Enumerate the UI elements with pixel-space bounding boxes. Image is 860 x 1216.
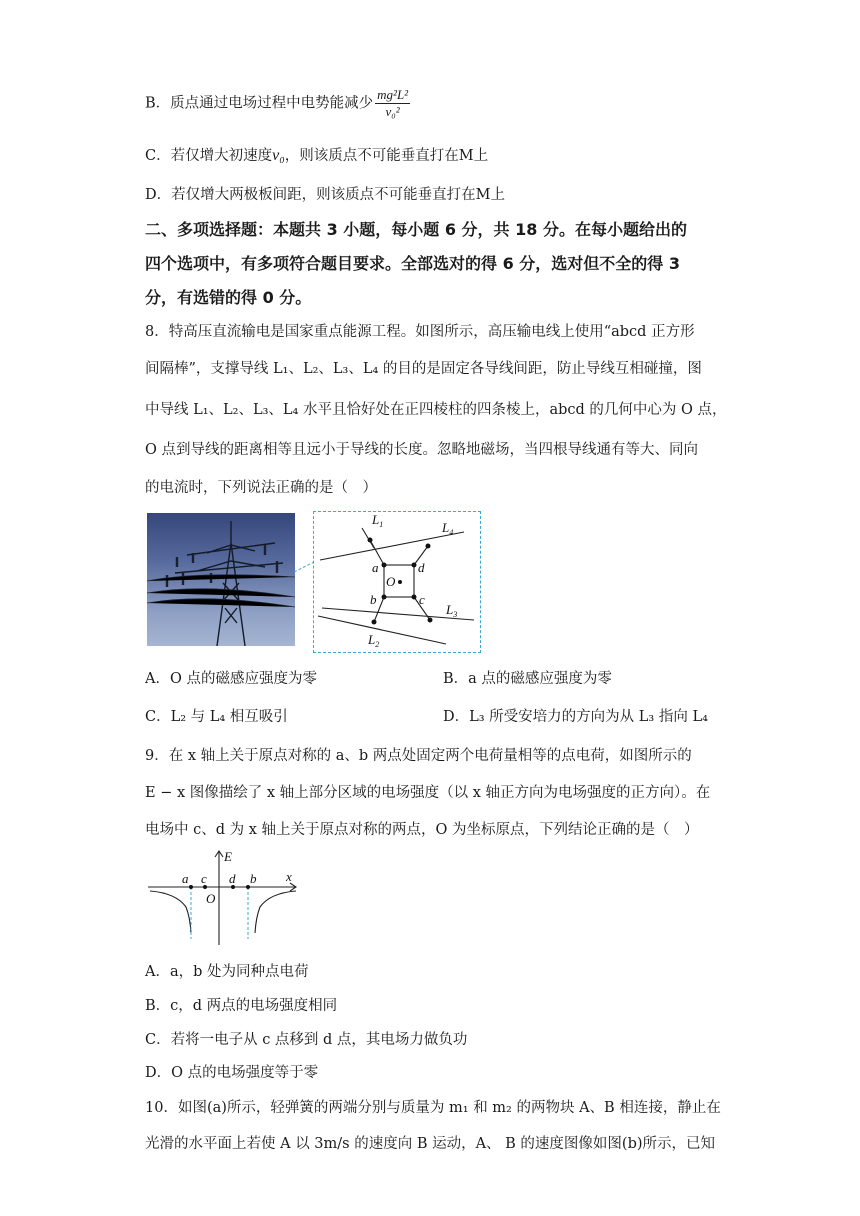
q10-stem-line2: 光滑的水平面上若使 A 以 3m/s 的速度向 B 运动，A、 B 的速度图像如图(b)所示，已知 <box>145 1136 716 1152</box>
label-O: O <box>386 574 396 589</box>
label-b: b <box>370 592 377 607</box>
q8-stem-line4: O 点到导线的距离相等且远小于导线的长度。忽略地磁场，当四根导线通有等大、同向 <box>145 442 698 458</box>
section2-heading-line1: 二、多项选择题：本题共 3 小题，每小题 6 分，共 18 分。在每小题给出的 <box>145 220 687 239</box>
q8-option-b: B．a 点的磁感应强度为零 <box>443 671 612 687</box>
label-d: d <box>418 560 425 575</box>
q9-option-d: D．O 点的电场强度等于零 <box>145 1065 319 1081</box>
q8-stem-line3: 中导线 L₁、L₂、L₃、L₄ 水平且恰好处在正四棱柱的四条棱上，abcd 的几何中心为 O 点， <box>145 402 727 418</box>
q9-option-b: B．c，d 两点的电场强度相同 <box>145 998 338 1014</box>
point-label-b: b <box>250 871 257 886</box>
point-label-c: c <box>201 871 207 886</box>
spacer-diagram <box>313 511 481 653</box>
q7-option-b: B．质点通过电场过程中电势能减少 $\frac{\text{mg²L²}}{\text{v₀²}}$ <box>145 87 409 119</box>
section2-heading-line3: 分，有选错的得 0 分。 <box>145 288 312 307</box>
q8-stem-line1: 8．特高压直流输电是国家重点能源工程。如图所示，高压输电线上使用“abcd 正方形 <box>145 324 695 340</box>
q7-option-c: C．若仅增大初速度v₀，则该质点不可能垂直打在M上 <box>145 147 489 164</box>
origin-label-O: O <box>206 891 216 906</box>
e-x-graph <box>146 847 308 947</box>
label-L2: $L_2$ <box>368 632 380 649</box>
axis-label-x: x <box>286 869 292 884</box>
q7-option-b-fraction: $\frac{\text{mg²L²}}{\text{v₀²}}$ <box>377 87 409 119</box>
label-L1: $L_1$ <box>372 512 384 529</box>
q9-option-a: A．a，b 处为同种点电荷 <box>145 964 309 980</box>
q9-stem-line3: 电场中 c、d 为 x 轴上关于原点对称的两点，O 为坐标原点，下列结论正确的是（ ） <box>145 822 699 838</box>
label-c: c <box>419 592 425 607</box>
q9-stem-line2: E − x 图像描绘了 x 轴上部分区域的电场强度（以 x 轴正方向为电场强度的正方向）。在 <box>145 785 711 801</box>
label-L3: $L_3$ <box>446 602 458 619</box>
transmission-tower-photo <box>147 513 295 646</box>
q8-stem-line5: 的电流时，下列说法正确的是（ ） <box>145 480 377 496</box>
label-a: a <box>372 560 379 575</box>
label-L4: $L_4$ <box>442 520 454 537</box>
q8-option-c: C．L₂ 与 L₄ 相互吸引 <box>145 709 288 725</box>
q9-option-c: C．若将一电子从 c 点移到 d 点，其电场力做负功 <box>145 1032 468 1048</box>
point-label-a: a <box>182 871 189 886</box>
point-label-d: d <box>229 871 236 886</box>
q8-option-a: A．O 点的磁感应强度为零 <box>145 671 317 687</box>
q9-stem-line1: 9．在 x 轴上关于原点对称的 a、b 两点处固定两个电荷量相等的点电荷，如图所示的 <box>145 748 692 764</box>
q8-option-d: D．L₃ 所受安培力的方向为从 L₃ 指向 L₄ <box>443 709 708 725</box>
q7-option-d: D．若仅增大两极板间距，则该质点不可能垂直打在M上 <box>145 187 505 203</box>
q8-stem-line2: 间隔棒”，支撑导线 L₁、L₂、L₃、L₄ 的目的是固定各导线间距，防止导线互相碰撞，图 <box>145 361 702 377</box>
axis-label-E: E <box>224 849 232 864</box>
q10-stem-line1: 10．如图(a)所示，轻弹簧的两端分别与质量为 m₁ 和 m₂ 的两物块 A、B 相连接，静止在 <box>145 1100 721 1116</box>
section2-heading-line2: 四个选项中，有多项符合题目要求。全部选对的得 6 分，选对但不全的得 3 <box>145 254 680 273</box>
